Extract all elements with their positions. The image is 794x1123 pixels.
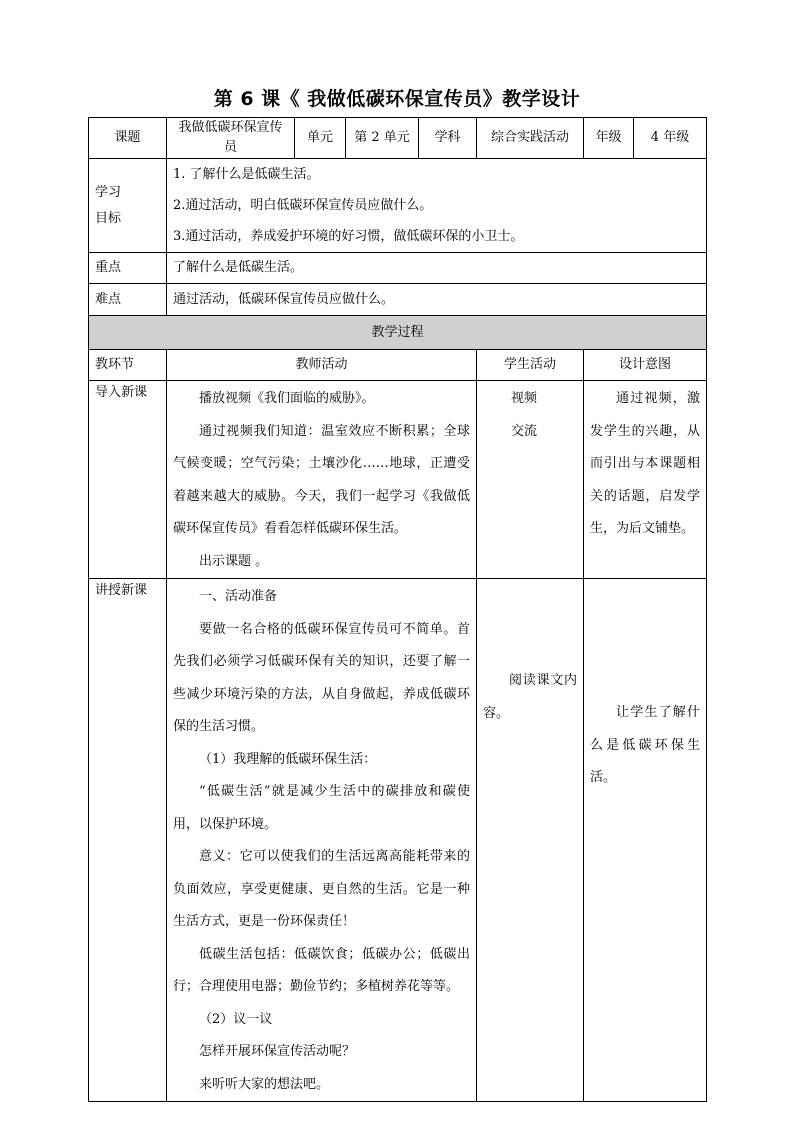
objective-item: 2.通过活动，明白低碳环保宣传员应做什么。 (173, 198, 433, 213)
intro-stage-label: 导入新课 (89, 381, 167, 579)
intro-intent-text: 通过视频，激发学生的兴趣，从而引出与本课题相关的话题，启发学生，为后文铺垫。 (590, 391, 700, 536)
process-heading-row (89, 316, 707, 350)
new-lesson-teacher-activity (167, 579, 477, 1102)
intro-teacher-paragraph: 通过视频我们知道：温室效应不断积累；全球气候变暖；空气污染；土壤沙化……地球，正遭受着越来越大的威胁。今天，我们一起学习《我做低碳环保宣传员》看看怎样低碳环保生活。 (173, 423, 470, 536)
new-teacher-paragraph: 怎样开展环保宣传活动呢？ (199, 1044, 356, 1059)
new-lesson-design-intent (584, 579, 707, 1102)
new-teacher-paragraph: 要做一名合格的低碳环保宣传员可不简单。首先我们必须学习低碳环保有关的知识，还要了解一些减少环境污染的方法，从自身做起，养成低碳环保的生活习惯。 (173, 621, 470, 734)
key-point-row (89, 253, 707, 284)
grade-value: 4 年级 (634, 118, 707, 159)
intro-teacher-paragraph: 出示课题 。 (199, 553, 269, 569)
column-header-intent: 设计意图 (584, 350, 707, 381)
new-lesson-student-activity (477, 579, 584, 1102)
unit-label: 单元 (295, 118, 346, 159)
key-point-text: 了解什么是低碳生活。 (167, 253, 707, 284)
new-teacher-paragraph: （1）我理解的低碳环保生活： (199, 751, 377, 767)
lesson-value: 我做低碳环保宣传员 (167, 118, 295, 159)
new-teacher-paragraph: （2）议一议 (199, 1011, 273, 1027)
new-lesson-stage-label: 讲授新课 (89, 579, 167, 1102)
subject-value: 综合实践活动 (477, 118, 584, 159)
subject-label: 学科 (419, 118, 477, 159)
objectives-label-line1: 学习 (95, 184, 122, 200)
column-header-teacher: 教师活动 (167, 350, 477, 381)
objectives-list (167, 159, 707, 253)
unit-value: 第 2 单元 (346, 118, 419, 159)
intro-design-intent (584, 381, 707, 579)
intro-student-item: 交流 (511, 423, 538, 439)
new-lesson-row (89, 579, 707, 1102)
new-teacher-paragraph: 低碳生活包括：低碳饮食；低碳办公；低碳出行；合理使用电器；勤俭节约；多植树养花等等。 (173, 946, 470, 994)
new-student-text: 阅读课文内容。 (483, 673, 577, 721)
lesson-label: 课题 (89, 118, 167, 159)
objectives-label (89, 159, 167, 253)
intro-student-item: 视频 (511, 391, 538, 406)
difficulty-label: 难点 (89, 284, 167, 316)
grade-label: 年级 (584, 118, 634, 159)
new-teacher-paragraph: 一、活动准备 (199, 589, 278, 604)
intro-student-activity (477, 381, 584, 579)
objective-item: 3.通过活动，养成爱护环境的好习惯，做低碳环保的小卫士。 (173, 229, 524, 244)
process-column-headers (89, 350, 707, 381)
new-intent-text: 让学生了解什么是低碳环保生活。 (590, 705, 700, 785)
key-point-label: 重点 (89, 253, 167, 284)
intro-stage-row (89, 381, 707, 579)
new-teacher-paragraph: 意义：它可以使我们的生活远离高能耗带来的负面效应，享受更健康、更自然的生活。它是一种生活方式，更是一份环保责任！ (173, 849, 470, 929)
intro-teacher-activity (167, 381, 477, 579)
objectives-label-line2: 目标 (95, 210, 122, 226)
difficulty-row (89, 284, 707, 316)
new-teacher-paragraph: “低碳生活”就是减少生活中的碳排放和碳使用，以保护环境。 (173, 784, 470, 832)
header-row (89, 118, 707, 159)
lesson-plan-table (88, 117, 707, 1102)
difficulty-text: 通过活动，低碳环保宣传员应做什么。 (167, 284, 707, 316)
objectives-row (89, 159, 707, 253)
process-heading: 教学过程 (89, 316, 707, 350)
document-title: 第 6 课《 我做低碳环保宣传员》教学设计 (213, 88, 581, 110)
objective-item: 1. 了解什么是低碳生活。 (173, 167, 320, 182)
column-header-student: 学生活动 (477, 350, 584, 381)
intro-teacher-paragraph: 播放视频《我们面临的威胁》。 (199, 391, 375, 406)
column-header-stage: 教环节 (89, 350, 167, 381)
new-teacher-paragraph: 来听听大家的想法吧。 (199, 1076, 330, 1092)
